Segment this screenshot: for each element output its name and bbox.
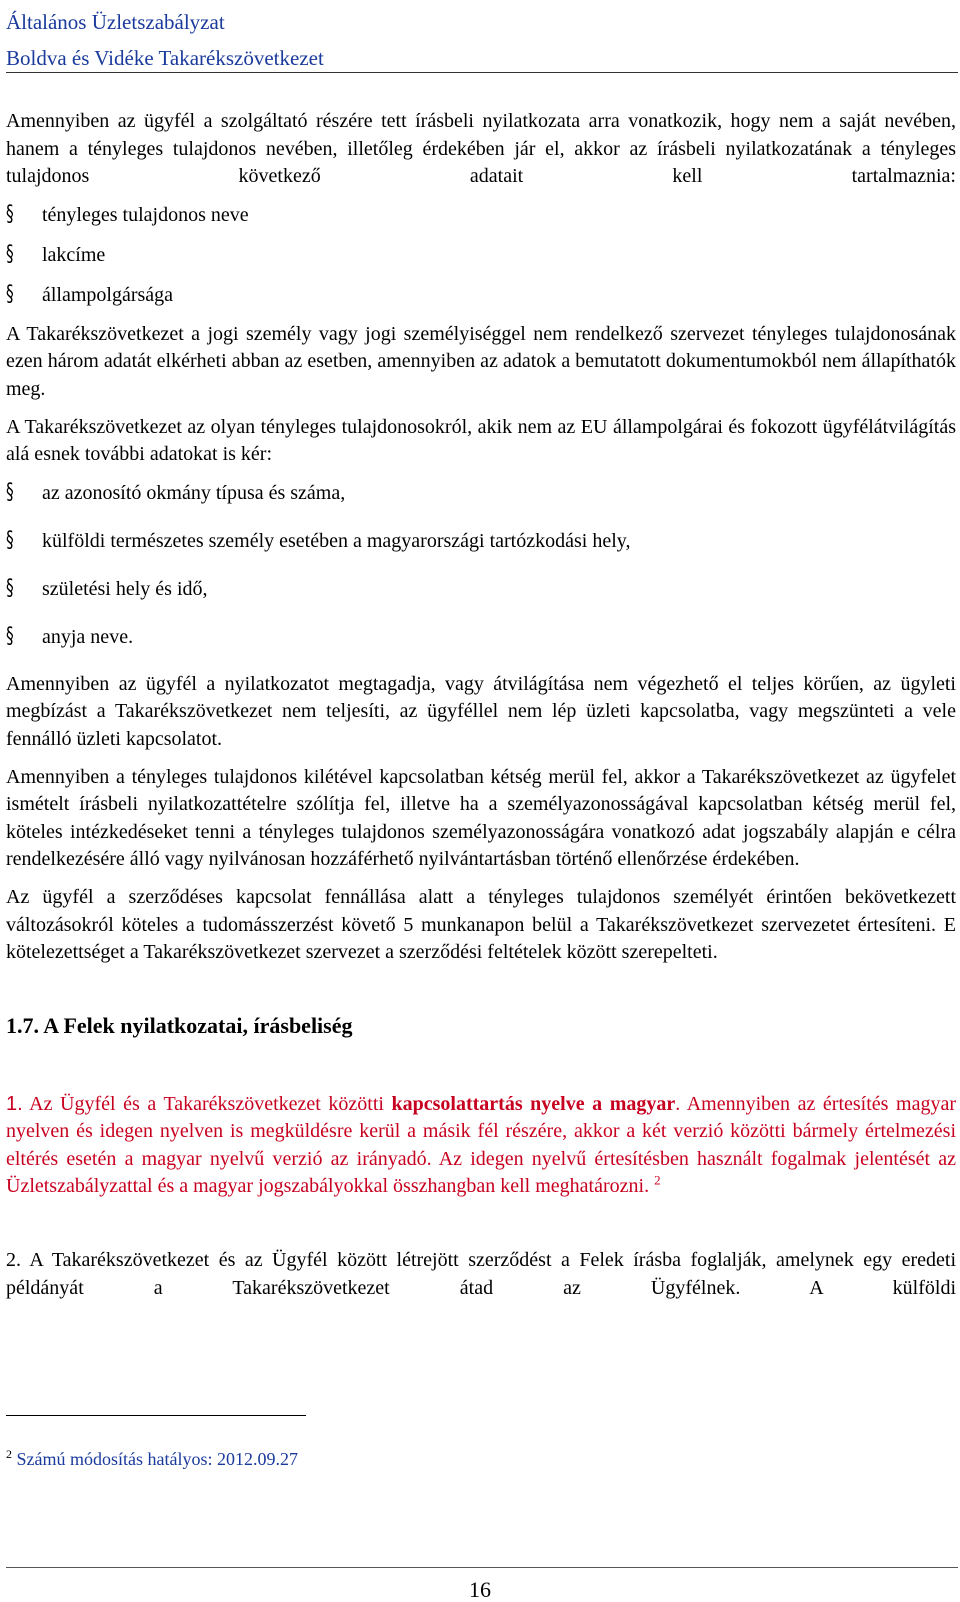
header-organization: Boldva és Vidéke Takarékszövetkezet (6, 46, 324, 70)
paragraph-legal-entity-data: A Takarékszövetkezet a jogi személy vagy jogi személyiséggel nem rendelkező szervezet tényleges tulajdonosának ezen három adatát elkérheti abban az esetben, amennyiben az adatok a bemutatott dokumentumokból nem állapíthatók meg. (6, 322, 956, 400)
section-sign-icon: § (6, 479, 14, 505)
list-item (6, 527, 956, 555)
item-number: 1. (6, 1092, 23, 1115)
list-item-text: születési hely és idő, (42, 577, 208, 600)
footer-divider (6, 1567, 958, 1568)
footnote-number: 2 (6, 1447, 12, 1461)
footnote-text: Számú módosítás hatályos: 2012.09.27 (16, 1449, 298, 1469)
owner-data-list (6, 201, 956, 309)
paragraph-beneficial-owner-declaration (6, 108, 956, 191)
paragraph-identity-doubt: Amennyiben a tényleges tulajdonos kilétével kapcsolatban kétség merül fel, akkor a Takarékszövetkezet az ügyfelet ismételt írásbeli nyilatkozattételre szólítja fel, illetve ha a személyazonosságával kapcsolatban kétség merül fel, köteles intézkedéseket tenni a tényleges tulajdonos személyazonosságára vonatkozó adat jogszabály alapján e célra rendelkezésére álló vagy nyilvánosan hozzáférhető nyilvántartásban történő ellenőrzése érdekében. (6, 765, 956, 871)
paragraph-refusal: Amennyiben az ügyfél a nyilatkozatot megtagadja, vagy átvilágítása nem végezhető el teljes körűen, az ügyleti megbízást a Takarékszövetkezet nem teljesíti, az ügyféllel nem lép üzleti kapcsolatba, vagy megszünteti a vele fennálló üzleti kapcsolatot. (6, 672, 956, 750)
list-item-text: anyja neve. (42, 625, 134, 648)
list-item-text: tényleges tulajdonos neve (42, 203, 249, 226)
list-item-text: állampolgársága (42, 283, 174, 306)
list-item-text: lakcíme (42, 243, 106, 266)
list-item-text: külföldi természetes személy esetében a magyarországi tartózkodási hely, (42, 529, 631, 552)
list-item (6, 479, 956, 507)
item-emphasis: kapcsolattartás nyelve a magyar (391, 1092, 676, 1115)
footnote-divider (6, 1415, 306, 1416)
section-sign-icon: § (6, 241, 14, 267)
list-item (6, 281, 956, 309)
item-text: Az Ügyfél és a Takarékszövetkezet közötti (29, 1092, 384, 1115)
footnote (6, 1447, 298, 1471)
list-item (6, 575, 956, 603)
item-text: . Amennyiben az értesítés magyar nyelven és idegen nyelven is megküldésre kerül a másik fél részére, akkor a két verzió közötti bármely értelmezési eltérés esetén a magyar nyelvű verzió az irányadó. Az idegen nyelvű értesítésben használt fogalmak jelentését az Üzletszabályzattal és a magyar jogszabályokkal összhangban kell meghatározni. (6, 1092, 956, 1198)
section-sign-icon: § (6, 201, 14, 227)
list-item (6, 241, 956, 269)
amended-item-1 (6, 1091, 956, 1201)
item-2-text: 2. A Takarékszövetkezet és az Ügyfél között létrejött szerződést a Felek írásba foglalják, amelynek egy eredeti példányát a Takarékszövetkezet átad az Ügyfélnek. A külföldi (6, 1249, 956, 1299)
document-header (6, 4, 958, 76)
paragraph-text: Amennyiben az ügyfél a szolgáltató részére tett írásbeli nyilatkozata arra vonatkozik, hogy nem a saját nevében, hanem a tényleges tulajdonos nevében, illetőleg érdekében jár el, akkor az írásbeli nyilatkozatának a tényleges tulajdonos következő adatait kell tartalmaznia: (6, 110, 956, 188)
item-1-text (6, 1091, 956, 1201)
page-number: 16 (469, 1577, 491, 1602)
footnote-reference[interactable]: 2 (654, 1172, 661, 1188)
section-heading: 1.7. A Felek nyilatkozatai, írásbeliség (6, 1012, 353, 1038)
list-item (6, 623, 956, 651)
header-title: Általános Üzletszabályzat (6, 10, 225, 34)
section-sign-icon: § (6, 623, 14, 649)
section-sign-icon: § (6, 281, 14, 307)
section-sign-icon: § (6, 575, 14, 601)
paragraph-change-notification: Az ügyfél a szerződéses kapcsolat fennállása alatt a tényleges tulajdonos személyét érintően bekövetkezett változásokról köteles a tudomásszerzést követő 5 munkanapon belül a Takarékszövetkezet szervezetet értesíteni. E kötelezettséget a Takarékszövetkezet szervezet a szerződési feltételek között szerepelteti. (6, 885, 956, 964)
header-divider (6, 72, 958, 73)
paragraph-non-eu-owners: A Takarékszövetkezet az olyan tényleges tulajdonosokról, akik nem az EU állampolgárai és fokozott ügyfélátvilágítás alá esnek további adatokat is kér: (6, 415, 956, 466)
list-item-text: az azonosító okmány típusa és száma, (42, 481, 346, 504)
document-body (6, 108, 956, 1302)
list-item (6, 201, 956, 229)
additional-data-list (6, 479, 956, 651)
section-sign-icon: § (6, 527, 14, 553)
